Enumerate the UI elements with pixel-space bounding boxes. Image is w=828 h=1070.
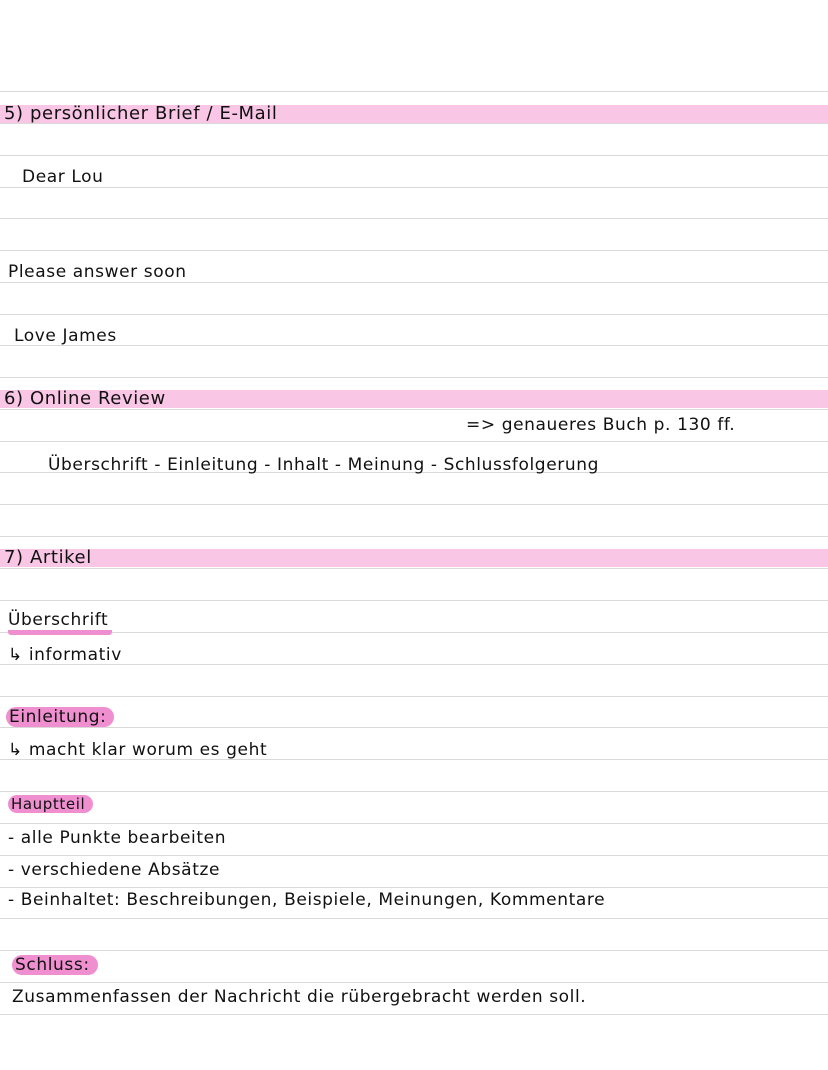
rule-line	[0, 377, 828, 378]
part-label-hauptteil	[8, 794, 93, 814]
rule-line	[0, 504, 828, 505]
part-label-schluss	[12, 955, 98, 975]
rule-line	[0, 250, 828, 251]
heading-highlight-7	[0, 549, 828, 567]
rule-line	[0, 282, 828, 283]
letter-closing-line: Please answer soon	[8, 262, 187, 282]
rule-line	[0, 950, 828, 951]
rule-line	[0, 918, 828, 919]
book-reference: => genaueres Buch p. 130 ff.	[466, 415, 736, 435]
part-note: - alle Punkte bearbeiten	[8, 828, 227, 848]
rule-line	[0, 218, 828, 219]
part-note: - Beinhaltet: Beschreibungen, Beispiele, Meinungen, Kommentare	[8, 890, 606, 910]
rule-line	[0, 155, 828, 156]
rule-line	[0, 823, 828, 824]
rule-line	[0, 696, 828, 697]
rule-line	[0, 441, 828, 442]
rule-line	[0, 982, 828, 983]
rule-line	[0, 855, 828, 856]
part-label-einleitung	[6, 707, 114, 727]
rule-line	[0, 664, 828, 665]
review-structure: Überschrift - Einleitung - Inhalt - Meinung - Schlussfolgerung	[48, 455, 599, 475]
section-6-heading: 6) Online Review	[4, 388, 166, 409]
einleitung-label: Einleitung:	[6, 707, 114, 727]
hauptteil-label: Hauptteil	[8, 795, 93, 813]
letter-signoff: Love James	[14, 326, 117, 346]
rule-line	[0, 600, 828, 601]
part-note: ↳ informativ	[8, 645, 122, 665]
rule-line	[0, 568, 828, 569]
rule-line	[0, 632, 828, 633]
section-5-heading: 5) persönlicher Brief / E-Mail	[4, 103, 278, 124]
rule-line	[0, 409, 828, 410]
section-7-heading: 7) Artikel	[4, 547, 92, 568]
part-note: ↳ macht klar worum es geht	[8, 740, 268, 760]
rule-line	[0, 887, 828, 888]
rule-line	[0, 187, 828, 188]
rule-line	[0, 91, 828, 92]
part-label-ueberschrift	[8, 610, 112, 630]
ueberschrift-label: Überschrift	[8, 610, 112, 635]
rule-line	[0, 345, 828, 346]
rule-line	[0, 536, 828, 537]
rule-line	[0, 791, 828, 792]
rule-line	[0, 727, 828, 728]
part-note: - verschiedene Absätze	[8, 860, 221, 880]
rule-line	[0, 314, 828, 315]
schluss-label: Schluss:	[12, 955, 98, 975]
rule-line	[0, 1014, 828, 1015]
letter-greeting: Dear Lou	[22, 167, 104, 187]
part-note: Zusammenfassen der Nachricht die rübergebracht werden soll.	[12, 987, 587, 1007]
